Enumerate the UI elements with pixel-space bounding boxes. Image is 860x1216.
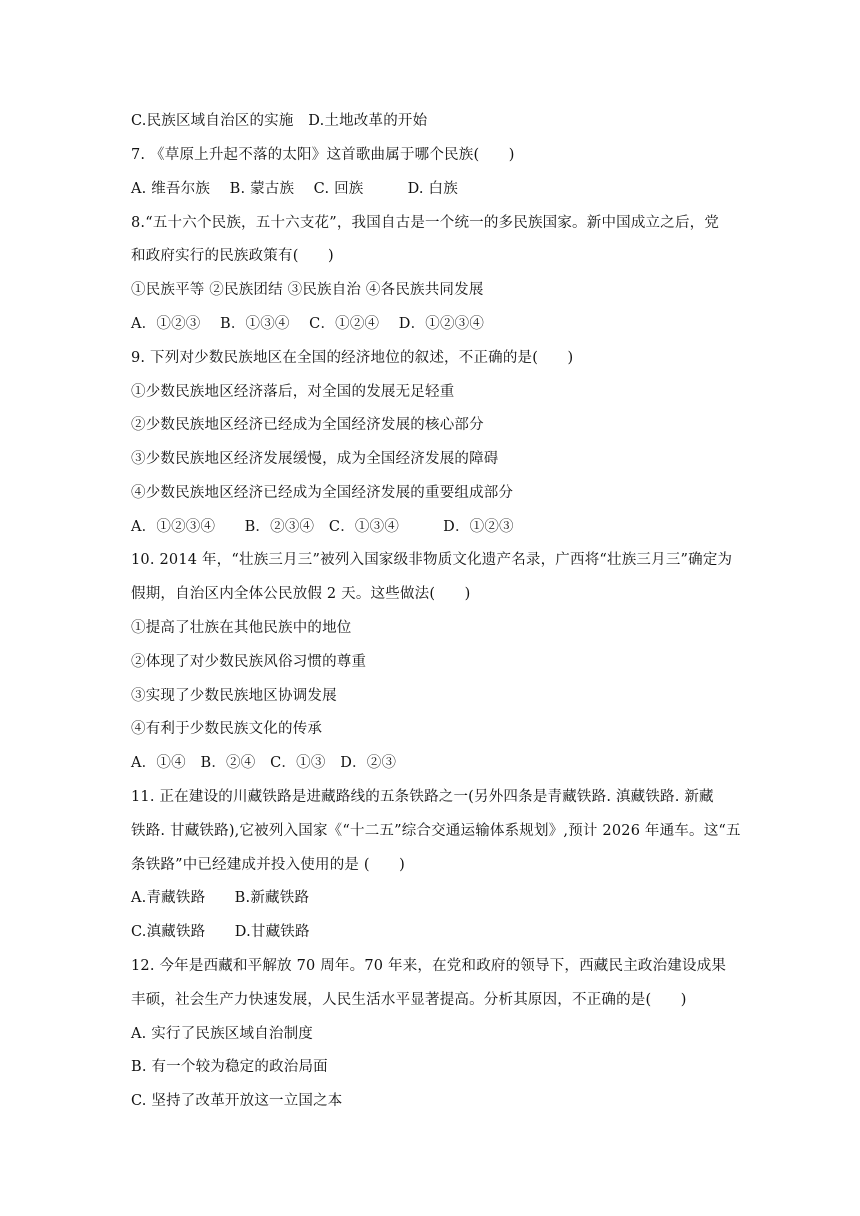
question-12-option-c: C. 坚持了改革开放这一立国之本	[131, 1093, 343, 1109]
question-9-statement-4: ④少数民族地区经济已经成为全国经济发展的重要组成部分	[131, 485, 514, 501]
question-10-statement-4: ④有利于少数民族文化的传承	[131, 721, 323, 737]
option-c-d-line: C.民族区域自治区的实施 D.土地改革的开始	[131, 113, 428, 129]
question-11-options-a-b: A.青藏铁路 B.新藏铁路	[131, 890, 310, 906]
question-10-statement-3: ③实现了少数民族地区协调发展	[131, 688, 337, 704]
question-11-stem-line-1: 11. 正在建设的川藏铁路是进藏路线的五条铁路之一(另外四条是青藏铁路. 滇藏铁路. 新藏	[131, 789, 714, 805]
question-10-statement-2: ②体现了对少数民族风俗习惯的尊重	[131, 654, 367, 670]
question-10-stem-line-1: 10. 2014 年，“壮族三月三”被列入国家级非物质文化遗产名录，广西将“壮族三月三”确定为	[131, 552, 733, 568]
question-12-stem-line-1: 12. 今年是西藏和平解放 70 周年。70 年来，在党和政府的领导下，西藏民主政治建设成果	[131, 958, 727, 974]
question-9-stem: 9. 下列对少数民族地区在全国的经济地位的叙述，不正确的是( )	[131, 350, 574, 366]
question-8-options: A．①②③ B．①③④ C．①②④ D．①②③④	[131, 316, 485, 332]
question-11-stem-line-3: 条铁路”中已经建成并投入使用的是 ( )	[131, 857, 406, 873]
question-7-options: A. 维吾尔族 B. 蒙古族 C. 回族 D. 白族	[131, 181, 458, 197]
question-9-statement-2: ②少数民族地区经济已经成为全国经济发展的核心部分	[131, 417, 484, 433]
question-8-stem-line-2: 和政府实行的民族政策有( )	[131, 248, 334, 264]
question-9-statement-3: ③少数民族地区经济发展缓慢，成为全国经济发展的障碍	[131, 451, 499, 467]
question-11-stem-line-2: 铁路. 甘藏铁路),它被列入国家《“十二五”综合交通运输体系规划》,预计 2026 年通车。这“五	[131, 823, 741, 839]
question-10-options: A．①④ B．②④ C．①③ D．②③	[131, 755, 397, 771]
question-11-options-c-d: C.滇藏铁路 D.甘藏铁路	[131, 924, 310, 940]
question-12-stem-line-2: 丰硕，社会生产力快速发展，人民生活水平显著提高。分析其原因，不正确的是( )	[131, 992, 687, 1008]
question-10-statement-1: ①提高了壮族在其他民族中的地位	[131, 620, 352, 636]
question-9-options: A．①②③④ B．②③④ C．①③④ D．①②③	[131, 519, 514, 535]
question-12-option-b: B. 有一个较为稳定的政治局面	[131, 1059, 328, 1075]
question-9-statement-1: ①少数民族地区经济落后，对全国的发展无足轻重	[131, 384, 455, 400]
question-8-statements: ①民族平等 ②民族团结 ③民族自治 ④各民族共同发展	[131, 282, 484, 298]
question-8-stem-line-1: 8.“五十六个民族，五十六支花”，我国自古是一个统一的多民族国家。新中国成立之后，党	[131, 215, 720, 231]
question-7-stem: 7. 《草原上升起不落的太阳》这首歌曲属于哪个民族( )	[131, 147, 515, 163]
question-12-option-a: A. 实行了民族区域自治制度	[131, 1026, 313, 1042]
question-10-stem-line-2: 假期，自治区内全体公民放假 2 天。这些做法( )	[131, 586, 471, 602]
